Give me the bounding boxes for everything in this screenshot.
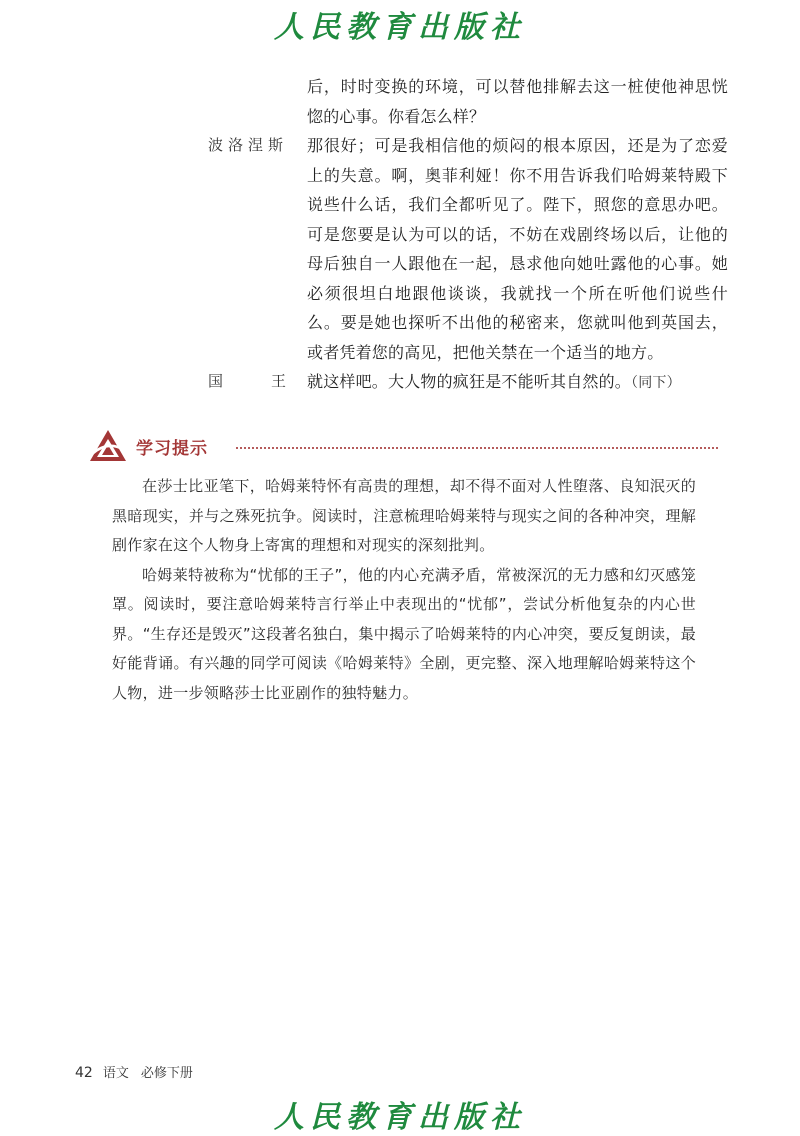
speech-content: 就这样吧。大人物的疯狂是不能听其自然的。 xyxy=(307,372,632,391)
study-tips-body xyxy=(112,472,696,708)
stage-direction: （同下） xyxy=(631,375,681,391)
tips-paragraph: 哈姆莱特被称为“忧郁的王子”，他的内心充满矛盾，常被深沉的无力感和幻灭感笼罩。阅读时，要注意哈姆莱特言行举止中表现出的“忧郁”，尝试分析他复杂的内心世界。“生存还是毁灭”这段著名独白，集中揭示了哈姆莱特的内心冲突，要反复朗读，最好能背诵。有兴趣的同学可阅读《哈姆莱特》全剧，更完整、深入地理解哈姆莱特这个人物，进一步领略莎士比亚剧作的独特魅力。 xyxy=(112,565,696,702)
tips-paragraph: 在莎士比亚笔下，哈姆莱特怀有高贵的理想，却不得不面对人性堕落、良知泯灭的黑暗现实，并与之殊死抗争。阅读时，注意梳理哈姆莱特与现实之间的各种冲突，理解剧作家在这个人物身上寄寓的理想和对现实的深刻批判。 xyxy=(112,477,696,554)
publisher-logo-top: 人民教育出版社 xyxy=(274,10,526,45)
dialogue-line xyxy=(208,72,728,131)
dialogue-line xyxy=(208,131,728,367)
speech-text: 那很好；可是我相信他的烦闷的根本原因，还是为了恋爱上的失意。啊，奥菲利娅！你不用告诉我们哈姆莱特殿下说些什么话，我们全都听见了。陛下，照您的意思办吧。可是您要是认为可以的话，不妨在戏剧终场以后，让他的母后独自一人跟他在一起，恳求他向她吐露他的心事。她必须很坦白地跟他谈谈，我就找一个所在听他们说些什么。要是她也探听不出他的秘密来，您就叫他到英国去，或者凭着您的高见，把他关禁在一个适当的地方。 xyxy=(307,136,728,362)
page-footer xyxy=(75,1062,193,1081)
book-volume: 必修下册 xyxy=(140,1066,193,1081)
speaker-name: 国王 xyxy=(208,372,335,390)
study-tips-title: 学习提示 xyxy=(136,439,208,459)
speech-text xyxy=(307,367,728,399)
play-dialogue xyxy=(208,72,728,399)
study-tips-icon xyxy=(88,428,128,464)
page-number: 42 xyxy=(75,1065,93,1081)
publisher-logo-bottom: 人民教育出版社 xyxy=(274,1100,526,1135)
dotted-divider xyxy=(236,447,718,449)
book-subject: 语文 xyxy=(102,1066,129,1081)
speech-text: 后，时时变换的环境，可以替他排解去这一桩使他神思恍惚的心事。你看怎么样？ xyxy=(307,77,728,126)
speaker-name: 波洛涅斯 xyxy=(208,136,289,154)
dialogue-line xyxy=(208,367,728,399)
speaker-name xyxy=(208,72,307,131)
study-tips-header xyxy=(88,428,718,464)
